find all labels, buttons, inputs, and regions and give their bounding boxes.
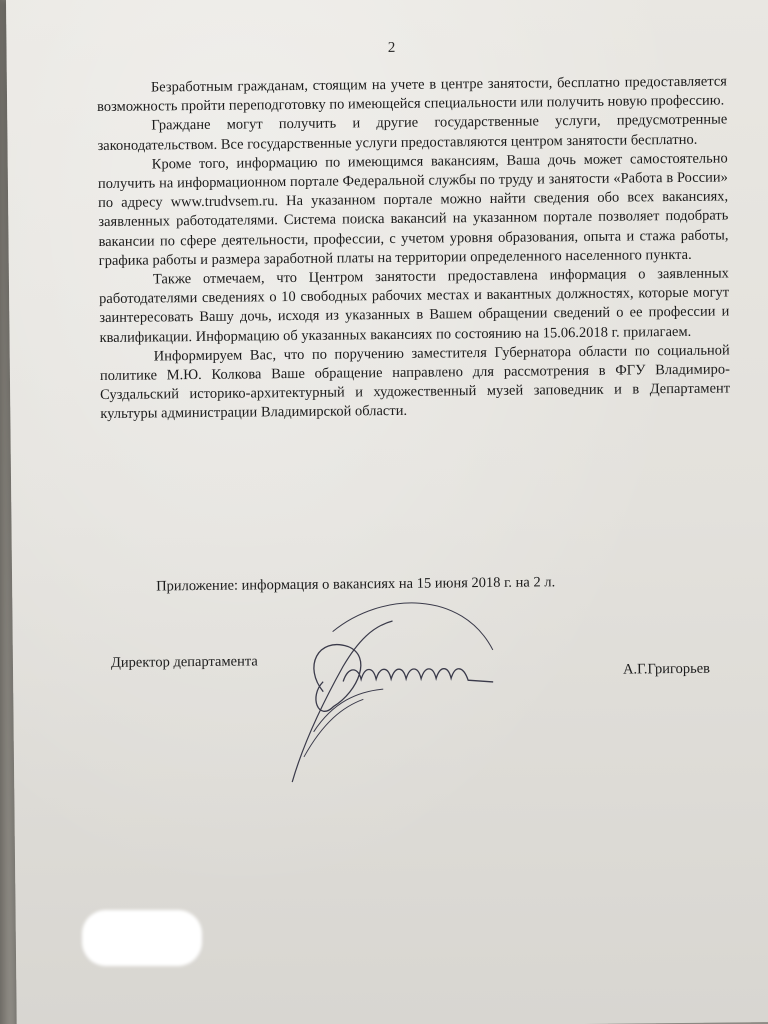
paragraph-referral: Информируем Вас, что по поручению заместителя Губернатора области по социальной политике М.Ю. Колкова Ваше обращение направлено для рассмотрения в ФГУ Владимиро-Суздальский историко-архитектурный и художественный музей заповедник и в Департамент культуры администрации Владимирской области.	[99, 342, 731, 423]
attachment-note: Приложение: информация о вакансиях на 15 июня 2018 г. на 2 л.	[156, 574, 556, 595]
handwritten-signature	[262, 570, 524, 793]
redaction-blur	[82, 910, 202, 966]
signatory-name: А.Г.Григорьев	[622, 660, 711, 678]
paragraph-vacancies-info: Также отмечаем, что Центром занятости предоставлена информация о заявленных работодателями сведениях о 10 свободных рабочих местах и вакантных должностях, которые могут заинтересовать Вашу дочь, исходя из указанных в Вашем обращении сведений о ее профессии и квалификации. Информацию об указанных вакансиях по состоянию на 15.06.2018 г. прилагаем.	[99, 265, 730, 346]
paragraph-retraining: Безработным гражданам, стоящим на учете в центре занятости, бесплатно предоставляется возможность пройти переподготовку по имеющейся специальности или получить новую профессию.	[97, 73, 727, 116]
signatory-title: Директор департамента	[110, 653, 258, 671]
letter-body	[97, 72, 731, 424]
paragraph-job-portal: Кроме того, информацию по имеющимся вакансиям, Ваша дочь может самостоятельно получить на информационном портале Федеральной службы по труду и занятости «Работа в России» по адресу www.trudvsem.ru. На указанном портале можно найти сведения обо всех вакансиях, заявленных работодателями. Система поиска вакансий на указанном портале позволяет подобрать вакансии по сфере деятельности, профессии, с учетом уровня образования, опыта и стажа работы, графика работы и размера заработной платы на территории определенного населенного пункта.	[97, 150, 729, 269]
paragraph-other-services: Граждане могут получить и другие государственные услуги, предусмотренные законодательством. Все государственные услуги предоставляются центром занятости бесплатно.	[97, 111, 728, 154]
letter-page	[6, 0, 768, 1024]
page-number: 2	[387, 39, 396, 57]
